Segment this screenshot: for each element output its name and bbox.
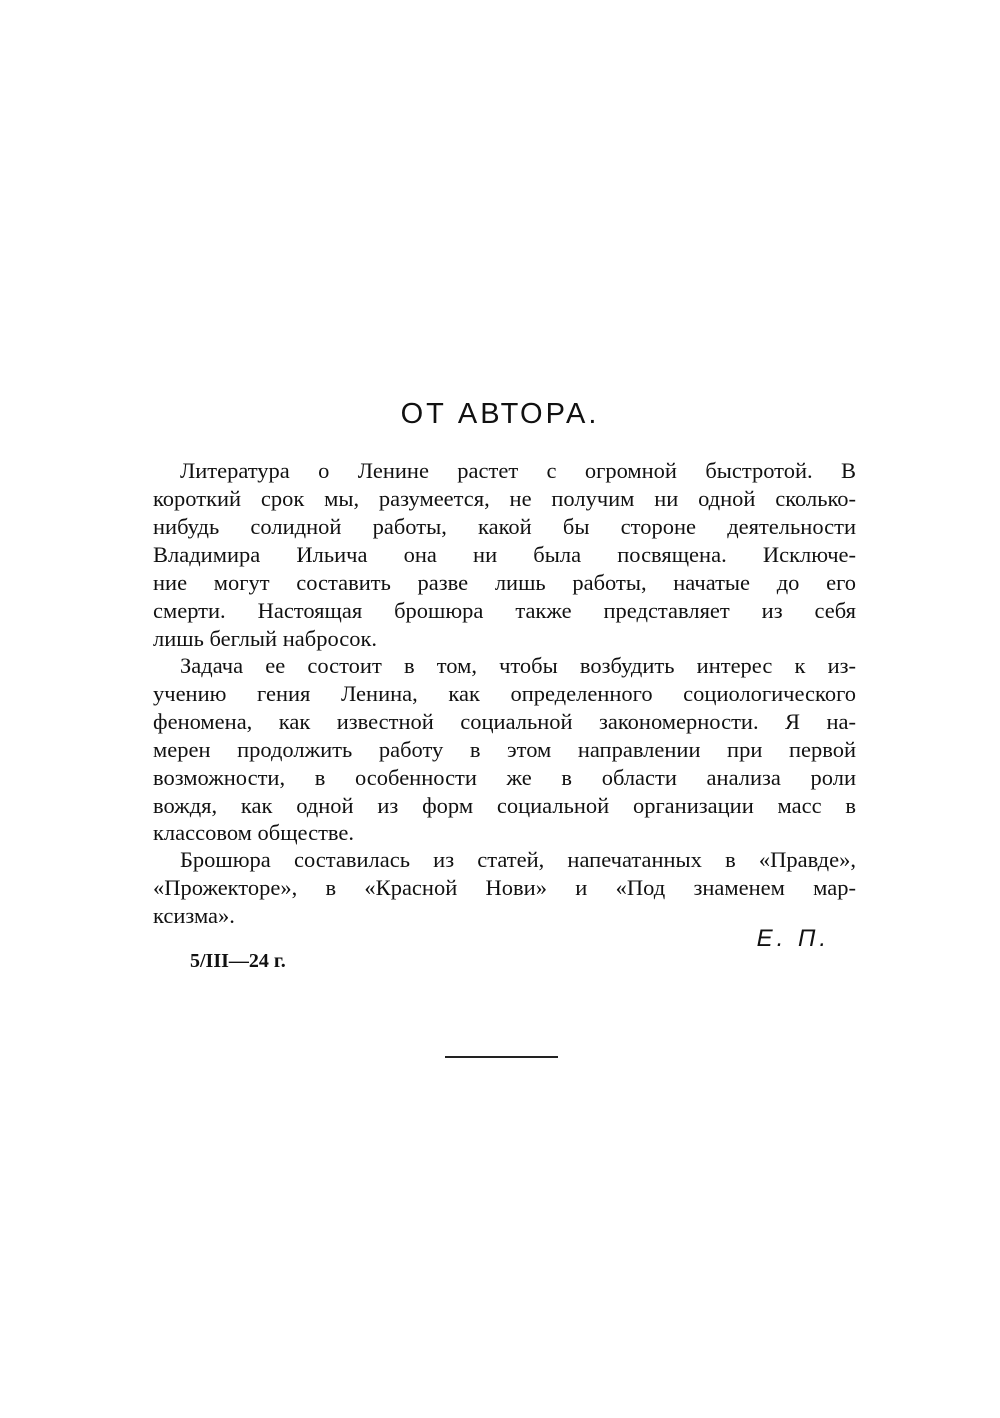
paragraph-2-line-3: феномена, как известной социальной закономерности. Я на- bbox=[153, 709, 856, 734]
author-signature: Е. П. bbox=[756, 925, 830, 952]
paragraph-1-line-4: Владимира Ильича она ни была посвящена. Исключе- bbox=[153, 542, 856, 567]
paragraph-3-line-1: Брошюра составилась из статей, напечатанных в «Правде», bbox=[180, 847, 856, 872]
paragraph-2-line-2: учению гения Ленина, как определенного социологического bbox=[153, 681, 856, 706]
paragraph-2-line-7: классовом обществе. bbox=[153, 820, 355, 845]
date-line: 5/III—24 г. bbox=[190, 950, 286, 972]
paragraph-3-line-2: «Прожекторе», в «Красной Нови» и «Под знаменем мар- bbox=[153, 875, 856, 900]
page-title: ОТ АВТОРА. bbox=[400, 398, 600, 430]
end-rule-divider bbox=[445, 1056, 558, 1058]
paragraph-1-line-7: лишь беглый набросок. bbox=[153, 626, 378, 651]
paragraph-2-line-5: возможности, в особенности же в области анализа роли bbox=[153, 765, 856, 790]
paragraph-1-line-5: ние могут составить разве лишь работы, начатые до его bbox=[153, 570, 856, 595]
paragraph-1-line-2: короткий срок мы, разумеется, не получим ни одной сколько- bbox=[153, 486, 856, 511]
paragraph-2-line-4: мерен продолжить работу в этом направлении при первой bbox=[153, 737, 856, 762]
paragraph-2-line-1: Задача ее состоит в том, чтобы возбудить интерес к из- bbox=[180, 653, 856, 678]
paragraph-1-line-3: нибудь солидной работы, какой бы стороне деятельности bbox=[153, 514, 856, 539]
paragraph-1-line-6: смерти. Настоящая брошюра также представляет из себя bbox=[153, 598, 856, 623]
paragraph-2-line-6: вождя, как одной из форм социальной организации масс в bbox=[153, 793, 856, 818]
paragraph-3-line-3: ксизма». bbox=[153, 903, 235, 928]
paragraph-1-line-1: Литература о Ленине растет с огромной быстротой. В bbox=[180, 458, 856, 483]
